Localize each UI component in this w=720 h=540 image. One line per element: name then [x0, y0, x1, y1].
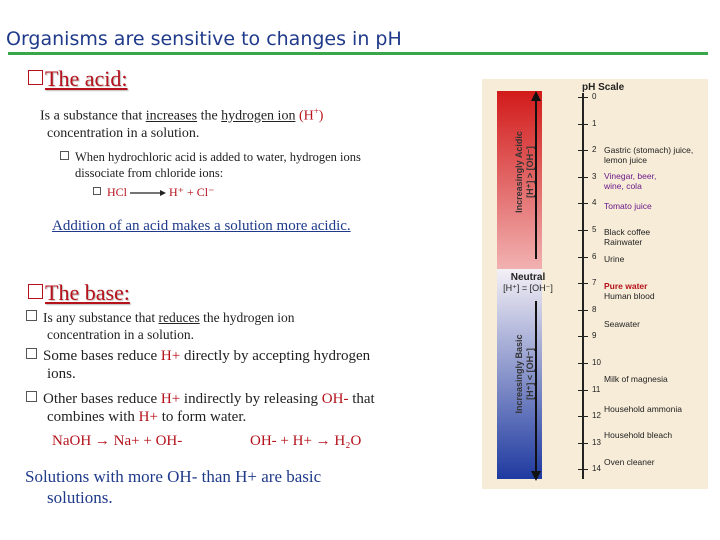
example-seawater: Seawater: [604, 319, 640, 329]
ph-tick: [578, 416, 588, 417]
acid-arrow-icon: [531, 91, 541, 101]
ph-tick-label: 6: [592, 251, 597, 261]
reaction-arrow-icon: [130, 189, 166, 197]
acid-equation: HCl H⁺ + Cl⁻: [93, 184, 214, 201]
ph-tick-label: 12: [592, 411, 601, 421]
ph-tick: [578, 390, 588, 391]
ph-tick: [578, 97, 588, 98]
ph-tick: [578, 336, 588, 337]
ph-tick-label: 3: [592, 171, 597, 181]
bullet-icon: [26, 348, 37, 359]
ph-tick: [578, 177, 588, 178]
ph-tick-label: 10: [592, 358, 601, 367]
bullet-icon: [26, 310, 37, 321]
ph-tick: [578, 203, 588, 204]
base-conclusion: Solutions with more OH- than H+ are basic solutions.: [25, 467, 322, 507]
bullet-icon: [93, 187, 101, 195]
base-point-2: Some bases reduce H+ directly by accepting hydrogen ions.: [26, 347, 370, 383]
base-equation-1: NaOH → Na+ + OH-: [52, 433, 183, 449]
example-milk-of-magnesia: Milk of magnesia: [604, 374, 668, 384]
acid-subpoint: When hydrochloric acid is added to water, hydrogen ions dissociate from chloride ions:: [60, 149, 361, 181]
slide-title: Organisms are sensitive to changes in pH: [6, 28, 402, 50]
bullet-icon: [26, 391, 37, 402]
example-oven-cleaner: Oven cleaner: [604, 457, 655, 467]
ph-tick-label: 1: [592, 118, 597, 128]
bullet-icon: [60, 151, 69, 160]
example-vinegar: Vinegar, beer, wine, cola: [604, 171, 657, 191]
ph-tick-label: 14: [592, 464, 601, 474]
acid-vertical-label: Increasingly Acidic [H⁺] > [OH⁻]: [514, 131, 535, 213]
title-underline: [8, 52, 708, 55]
ph-tick: [578, 310, 588, 311]
example-household-bleach: Household bleach: [604, 430, 673, 440]
example-urine: Urine: [604, 254, 625, 264]
acid-definition: Is a substance that increases the hydrogen ion (H+) concentration in a solution.: [40, 106, 324, 141]
example-household-ammonia: Household ammonia: [604, 404, 682, 414]
acid-conclusion: Addition of an acid makes a solution more acidic.: [52, 218, 351, 234]
example-gastric: Gastric (stomach) juice, lemon juice: [604, 145, 694, 165]
ph-tick-label: 8: [592, 304, 597, 314]
base-point-3: Other bases reduce H+ indirectly by releasing OH- that combines with H+ to form water.: [26, 390, 375, 426]
neutral-label: Neutral [H⁺] = [OH⁻]: [503, 272, 553, 293]
ph-tick: [578, 443, 588, 444]
ph-tick-label: 11: [592, 384, 601, 394]
ph-tick-label: 4: [592, 198, 597, 208]
example-pure-water: Pure water: [604, 281, 648, 291]
ph-tick-label: 5: [592, 225, 597, 234]
ph-tick: [578, 150, 588, 151]
example-human-blood: Human blood: [604, 291, 655, 301]
ph-tick-label: 2: [592, 145, 597, 155]
base-equation-2: OH- + H+ → H₂O: [250, 433, 362, 449]
ph-tick: [578, 124, 588, 125]
ph-tick-label: 7: [592, 278, 597, 288]
ph-tick: [578, 363, 588, 364]
example-tomato: Tomato juice: [604, 201, 652, 211]
ph-scale-title: pH Scale: [582, 82, 625, 93]
ph-tick-label: 0: [592, 92, 597, 101]
ph-tick-label: 9: [592, 331, 597, 341]
base-arrow-icon: [531, 471, 541, 481]
base-point-1: Is any substance that reduces the hydrogen ion concentration in a solution.: [26, 309, 295, 343]
ph-tick: [578, 283, 588, 284]
base-heading: The base:: [28, 280, 130, 306]
example-coffee: Black coffee Rainwater: [604, 227, 651, 247]
ph-tick-label: 13: [592, 437, 601, 447]
ph-tick: [578, 469, 588, 470]
ph-tick: [578, 257, 588, 258]
ph-scale-figure: [482, 79, 708, 489]
heading-bullet-icon: [28, 284, 43, 299]
heading-bullet-icon: [28, 70, 43, 85]
ph-tick: [578, 230, 588, 231]
acid-heading: The acid:: [28, 66, 127, 92]
base-vertical-label: Increasingly Basic [H⁺] < [OH⁻]: [514, 334, 535, 414]
